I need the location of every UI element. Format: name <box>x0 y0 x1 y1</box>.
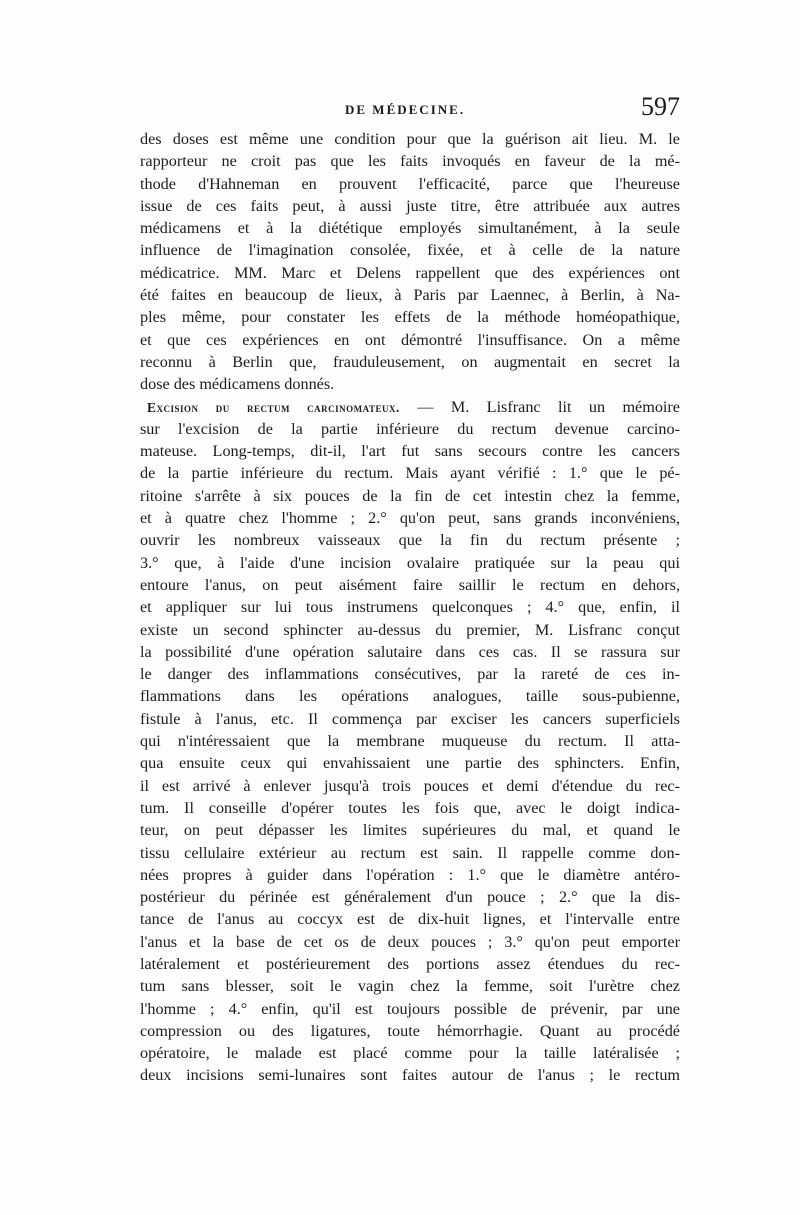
page-number: 597 <box>641 92 680 121</box>
text-line: il est arrivé à enlever jusqu'à trois pouces et demi d'étendue du rec- <box>140 776 680 795</box>
body-text <box>140 128 680 1087</box>
text-line: l'anus et la base de cet os de deux pouces ; 3.° qu'on peut emporter <box>140 932 680 951</box>
text-line: ritoine s'arrête à six pouces de la fin de cet intestin chez la femme, <box>140 486 680 505</box>
text-line: le danger des inflammations consécutives, par la rareté de ces in- <box>140 665 680 684</box>
text-line: et appliquer sur lui tous instrumens quelconques ; 4.° que, enfin, il <box>140 598 680 617</box>
text-line: teur, on peut dépasser les limites supérieures du mal, et quand le <box>140 821 680 840</box>
text-line: postérieur du périnée est généralement d'un pouce ; 2.° que la dis- <box>140 888 680 907</box>
text-line: tum sans blesser, soit le vagin chez la femme, soit l'urètre chez <box>140 977 680 996</box>
text-line: opératoire, le malade est placé comme pour la taille latéralisée ; <box>140 1044 680 1063</box>
text-line: ples même, pour constater les effets de la méthode homéopathique, <box>140 308 680 327</box>
text-line: médicamens et à la diététique employés simultanément, à la seule <box>140 219 680 238</box>
text-line: compression ou des ligatures, toute hémorrhagie. Quant au procédé <box>140 1021 680 1040</box>
text-line: deux incisions semi-lunaires sont faites autour de l'anus ; le rectum <box>140 1066 680 1085</box>
text-line: fistule à l'anus, etc. Il commença par exciser les cancers superficiels <box>140 709 680 728</box>
text-line: été faites en beaucoup de lieux, à Paris par Laennec, à Berlin, à Na- <box>140 286 680 305</box>
text-line: latéralement et postérieurement des portions assez étendues du rec- <box>140 954 680 973</box>
section-heading-line <box>140 396 680 418</box>
text-line: des doses est même une condition pour que la guérison ait lieu. M. le <box>140 130 680 148</box>
text-line: la possibilité d'une opération salutaire dans ces cas. Il se rassura sur <box>140 642 680 661</box>
text-line: médicatrice. MM. Marc et Delens rappellent que des expériences ont <box>140 263 680 282</box>
text-line: thode d'Hahneman en prouvent l'efficacité, parce que l'heureuse <box>140 174 680 193</box>
text-line: qui n'intéressaient que la membrane muqueuse du rectum. Il atta- <box>140 732 680 751</box>
text-line: existe un second sphincter au-dessus du premier, M. Lisfranc conçut <box>140 620 680 639</box>
text-line: sur l'excision de la partie inférieure du rectum devenue carcino- <box>140 419 680 438</box>
text-line: rapporteur ne croit pas que les faits invoqués en faveur de la mé- <box>140 152 680 171</box>
text-line: tissu cellulaire extérieur au rectum est sain. Il rappelle comme don- <box>140 843 680 862</box>
running-head <box>140 92 680 126</box>
text-line-continuation: — M. Lisfranc lit un mémoire <box>417 397 680 416</box>
text-line: issue de ces faits peut, à aussi juste titre, être attribuée aux autres <box>140 196 680 215</box>
text-line: tum. Il conseille d'opérer toutes les fois que, avec le doigt indica- <box>140 798 680 817</box>
section-heading: Excision du rectum carcinomateux. <box>147 399 400 415</box>
text-line: et à quatre chez l'homme ; 2.° qu'on peut, sans grands inconvéniens, <box>140 509 680 528</box>
text-line: entoure l'anus, on peut aisément faire saillir le rectum en dehors, <box>140 575 680 594</box>
text-line: qua ensuite ceux qui envahissaient une partie des sphincters. Enfin, <box>140 754 680 773</box>
text-line: l'homme ; 4.° enfin, qu'il est toujours possible de prévenir, par une <box>140 999 680 1018</box>
text-line: ouvrir les nombreux vaisseaux que la fin du rectum présente ; <box>140 531 680 550</box>
running-head-title: DE MÉDECINE. <box>345 102 466 117</box>
text-line: et que ces expériences en ont démontré l'insuffisance. On a même <box>140 330 680 349</box>
text-line: influence de l'imagination consolée, fixée, et à celle de la nature <box>140 241 680 260</box>
text-line: flammations dans les opérations analogues, taille sous-pubienne, <box>140 687 680 706</box>
text-line: tance de l'anus au coccyx est de dix-huit lignes, et l'intervalle entre <box>140 910 680 929</box>
text-line: reconnu à Berlin que, frauduleusement, on augmentait en secret la <box>140 352 680 371</box>
text-line: nées propres à guider dans l'opération : 1.° que le diamètre antéro- <box>140 865 680 884</box>
text-line: 3.° que, à l'aide d'une incision ovalaire pratiquée sur la peau qui <box>140 553 680 572</box>
text-line: de la partie inférieure du rectum. Mais ayant vérifié : 1.° que le pé- <box>140 464 680 483</box>
text-line: dose des médicamens donnés. <box>140 375 335 394</box>
text-line: mateuse. Long-temps, dit-il, l'art fut sans secours contre les cancers <box>140 442 680 461</box>
